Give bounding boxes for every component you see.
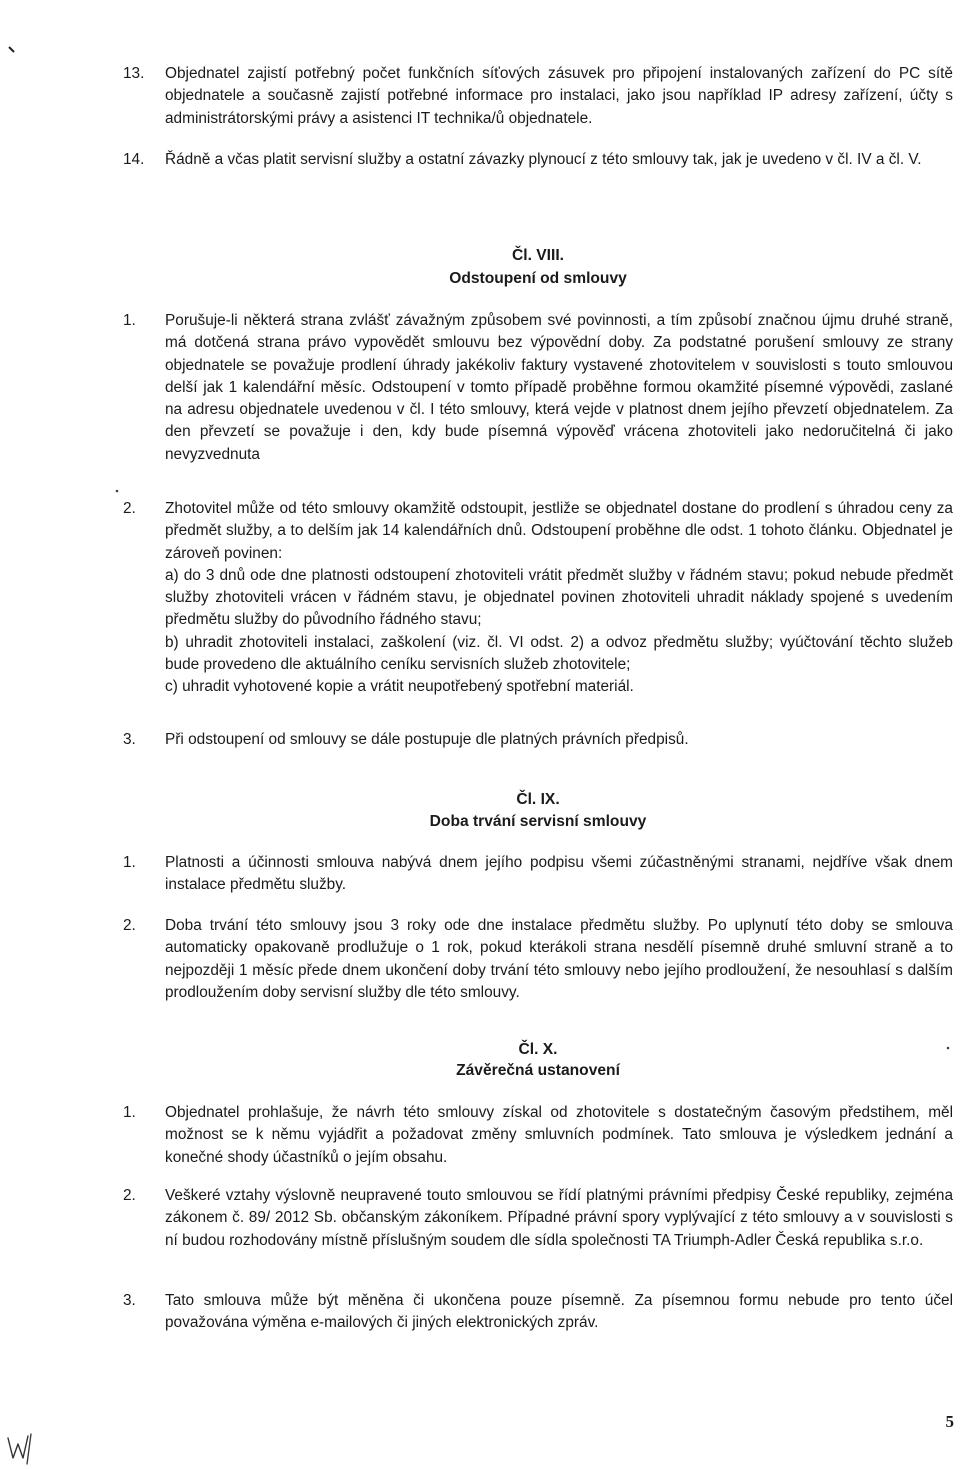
item-number: 3. (123, 731, 136, 748)
scan-mark (8, 46, 16, 54)
item-number: 1. (123, 854, 136, 871)
sub-item-c: c) uhradit vyhotovené kopie a vrátit neupotřebený spotřební materiál. (165, 678, 634, 696)
item-number: 1. (123, 312, 136, 329)
item-text: Objednatel prohlašuje, že návrh této smlouvy získal od zhotovitele s dostatečným časovým předstihem, měl možnost se k němu vyjádřit a požadovat změny smluvních podmínek. Tato smlouva je výsledkem jednání a konečné shody účastníků o jejím obsahu. (165, 1104, 953, 1166)
list-item (123, 915, 953, 1004)
article-title: Závěrečná ustanovení (456, 1062, 620, 1079)
item-number: 13. (123, 65, 145, 82)
item-number: 2. (123, 500, 136, 517)
item-text-intro: Zhotovitel může od této smlouvy okamžitě odstoupit, jestliže se objednatel dostane do prodlení s úhradou ceny za předmět služby, a to delším jak 14 kalendářních dnů. Odstoupení proběhne dle odst. 1 tohoto článku. Objednatel je zároveň povinen: (165, 500, 953, 562)
item-text: Platnosti a účinnosti smlouva nabývá dnem jejího podpisu všemi zúčastněnými stranami, nejdříve však dnem instalace předmětu služby. (165, 854, 953, 894)
item-number: 2. (123, 1187, 136, 1204)
article-number: Čl. X. (518, 1041, 558, 1058)
list-item (123, 498, 953, 699)
item-number: 14. (123, 151, 145, 168)
item-text (165, 498, 953, 699)
sub-item-b: b) uhradit zhotoviteli instalaci, zaškolení (viz. čl. VI odst. 2) a odvoz předmětu služby; vyúčtování těchto služeb bude provedeno dle aktuálního ceníku servisních služeb zhotovitele; (165, 633, 953, 674)
handwritten-initials (4, 1430, 44, 1466)
list-item (123, 310, 953, 466)
page-number: 5 (945, 1412, 954, 1431)
article-title: Odstoupení od smlouvy (449, 270, 627, 287)
item-text: Tato smlouva může být měněna či ukončena pouze písemně. Za písemnou formu nebude pro tento účel považována výměna e-mailových či jiných elektronických zpráv. (165, 1292, 953, 1332)
list-item (123, 63, 953, 130)
article-title: Doba trvání servisní smlouvy (429, 813, 647, 830)
article-number: Čl. IX. (516, 791, 560, 808)
list-item (123, 1185, 953, 1252)
item-text: Řádně a včas platit servisní služby a ostatní závazky plynoucí z této smlouvy tak, jak je uvedeno v čl. IV a čl. V. (165, 151, 922, 168)
list-item (123, 852, 953, 897)
article-number: Čl. VIII. (512, 247, 564, 264)
sub-item-a: a) do 3 dnů ode dne platnosti odstoupení zhotoviteli vrátit předmět služby v řádném stavu; pokud nebude předmět služby zhotoviteli vrácen v řádném stavu, je objednatel povinen zhotoviteli uhradit náklady spojené s uvedením předmětu služby do původního řádného stavu; (165, 566, 953, 629)
list-item (123, 729, 953, 751)
item-text: Porušuje-li některá strana zvlášť závažným způsobem své povinnosti, a tím způsobí značnou újmu druhé straně, má dotčená strana právo vypovědět smlouvu bez výpovědní doby. Za podstatné porušení smlouvy ze strany objednatele se považuje prodlení úhrady jakékoliv faktury vystavené zhotovitelem v souvislosti s touto smlouvou delší jak 1 kalendářní měsíc. Odstoupení v tomto případě proběhne formou okamžité písemné výpovědi, zaslané na adresu objednatele uvedenou v čl. I této smlouvy, která vejde v platnost dnem jejího převzetí objednatelem. Za den převzetí se považuje i den, kdy bude písemná výpověď vrácena zhotoviteli jako nedoručitelná či jako nevyzvednuta (165, 312, 953, 463)
scan-dot (114, 488, 120, 494)
item-number: 2. (123, 917, 136, 934)
list-item (123, 1290, 953, 1335)
list-item (123, 1102, 953, 1169)
item-text: Při odstoupení od smlouvy se dále postupuje dle platných právních předpisů. (165, 731, 689, 748)
item-number: 3. (123, 1292, 136, 1309)
item-text: Veškeré vztahy výslovně neupravené touto smlouvou se řídí platnými právními předpisy České republiky, zejména zákonem č. 89/ 2012 Sb. občanským zákoníkem. Případné právní spory vyplývající z této smlouvy a v souvislosti s ní budou rozhodovány místně příslušným soudem dle sídla společnosti TA Triumph-Adler Česká republika s.r.o. (165, 1187, 953, 1249)
item-text: Objednatel zajistí potřebný počet funkčních síťových zásuvek pro připojení instalovaných zařízení do PC sítě objednatele a současně zajistí potřebné informace pro instalaci, jako jsou například IP adresy zařízení, účty s administrátorskými právy a asistenci IT technika/ů objednatele. (165, 65, 953, 127)
item-number: 1. (123, 1104, 136, 1121)
item-text: Doba trvání této smlouvy jsou 3 roky ode dne instalace předmětu služby. Po uplynutí této doby se smlouva automaticky opakovaně prodlužuje o 1 rok, pokud kterákoli strana nesdělí písemně druhé smluvní straně a to nejpozději 1 měsíc přede dnem ukončení doby trvání této smlouvy nebo jejího prodloužení, že nesouhlasí s dalším prodloužením doby servisní služby dle této smlouvy. (165, 917, 953, 1001)
list-item (123, 149, 953, 171)
